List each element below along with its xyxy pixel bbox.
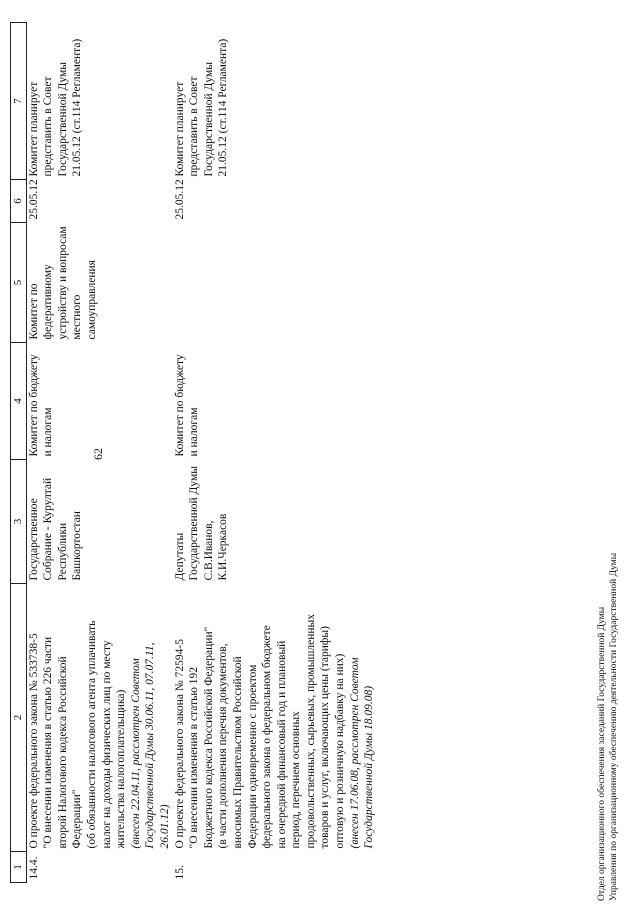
footer-line: Управления по организационному обеспечению деятельности Государственной Думы bbox=[609, 552, 619, 901]
date: 25.05.12 bbox=[27, 179, 40, 220]
column-header: 3 bbox=[11, 460, 27, 584]
bill-line: Федерации одновременно с проектом bbox=[246, 664, 259, 849]
bill-note-line: 26.01.12) bbox=[158, 804, 171, 849]
column-header: 2 bbox=[11, 584, 27, 852]
column-header: 6 bbox=[11, 180, 27, 223]
action: Комитет планирует представить в Совет Государственной Думы 21.05.12 (ст.114 Регламента) bbox=[27, 38, 84, 177]
bill-line: продовольственных, сырьевых, промышленных bbox=[304, 614, 317, 849]
column-header: 5 bbox=[11, 223, 27, 343]
bill-line: на очередной финансовый год и плановый bbox=[275, 640, 288, 849]
bill-note-line: (внесен 22.04.11, рассмотрен Советом bbox=[129, 658, 142, 849]
item-number: 15. bbox=[173, 865, 186, 880]
bill-line: Федерации" bbox=[71, 789, 84, 849]
footer bbox=[596, 553, 620, 901]
table-row bbox=[173, 23, 377, 883]
bill-line: О проекте федерального закона № 533738-5 bbox=[27, 633, 40, 849]
footer-line: Отдел организационного обеспечения заседаний Государственной Думы bbox=[597, 606, 607, 901]
bill-description bbox=[173, 584, 377, 852]
bill-line: второй Налогового кодекса Российской bbox=[56, 656, 69, 849]
bill-line: "О внесении изменения в статью 226 части bbox=[42, 636, 55, 849]
bill-line: федерального закона о федеральном бюджете bbox=[261, 625, 274, 849]
initiator: Депутаты Государственной Думы С.В.Иванов, К.И.Черкасов bbox=[173, 466, 230, 581]
bill-description bbox=[26, 584, 172, 852]
bill-line: налог на доходы физических лиц по месту bbox=[100, 640, 113, 849]
bill-line: период, перечнем основных bbox=[290, 711, 303, 849]
responsible-committee: Комитет по бюджету и налогам bbox=[173, 354, 201, 457]
header-row bbox=[11, 23, 27, 883]
bill-line: товаров и услуг, включающих цены (тарифы) bbox=[319, 626, 332, 849]
date: 25.05.12 bbox=[173, 179, 186, 220]
co-committee bbox=[173, 223, 377, 343]
item-number: 14.4. bbox=[27, 856, 40, 880]
bill-note-line: Государственной Думы 30.06.11, 07.07.11, bbox=[144, 642, 157, 849]
action: Комитет планирует представить в Совет Государственной Думы 21.05.12 (ст.114 Регламента) bbox=[173, 38, 230, 177]
bill-line: оптовую и розничную надбавку на них) bbox=[334, 653, 347, 849]
column-header: 7 bbox=[11, 23, 27, 180]
bill-line: жительства налогоплательщика) bbox=[115, 689, 128, 849]
column-header: 1 bbox=[11, 852, 27, 883]
bill-note-line: Государственной Думы 18.09.08) bbox=[363, 685, 376, 849]
bill-line: Бюджетного кодекса Российской Федерации" bbox=[202, 626, 215, 849]
responsible-committee: Комитет по бюджету и налогам bbox=[27, 354, 55, 457]
bill-note-line: (внесен 17.06.08, рассмотрен Советом bbox=[348, 657, 361, 849]
table-row bbox=[26, 23, 172, 883]
bill-line: (в части дополнения перечня документов, bbox=[217, 643, 230, 849]
column-header: 4 bbox=[11, 343, 27, 460]
agenda-table bbox=[10, 22, 377, 883]
page-number: 62 bbox=[91, 448, 105, 460]
bill-line: (об обязанности налогового агента уплачивать bbox=[85, 620, 98, 849]
bill-line: "О внесении изменения в статью 192 bbox=[188, 666, 201, 849]
bill-line: О проекте федерального закона № 72594-5 bbox=[173, 639, 186, 849]
initiator: Государственное Собрание - Курултай Республики Башкортостан bbox=[27, 477, 84, 581]
co-committee: Комитет по федеративному устройству и вопросам местного самоуправления bbox=[27, 226, 98, 340]
bill-line: вносимых Правительством Российской bbox=[231, 656, 244, 849]
